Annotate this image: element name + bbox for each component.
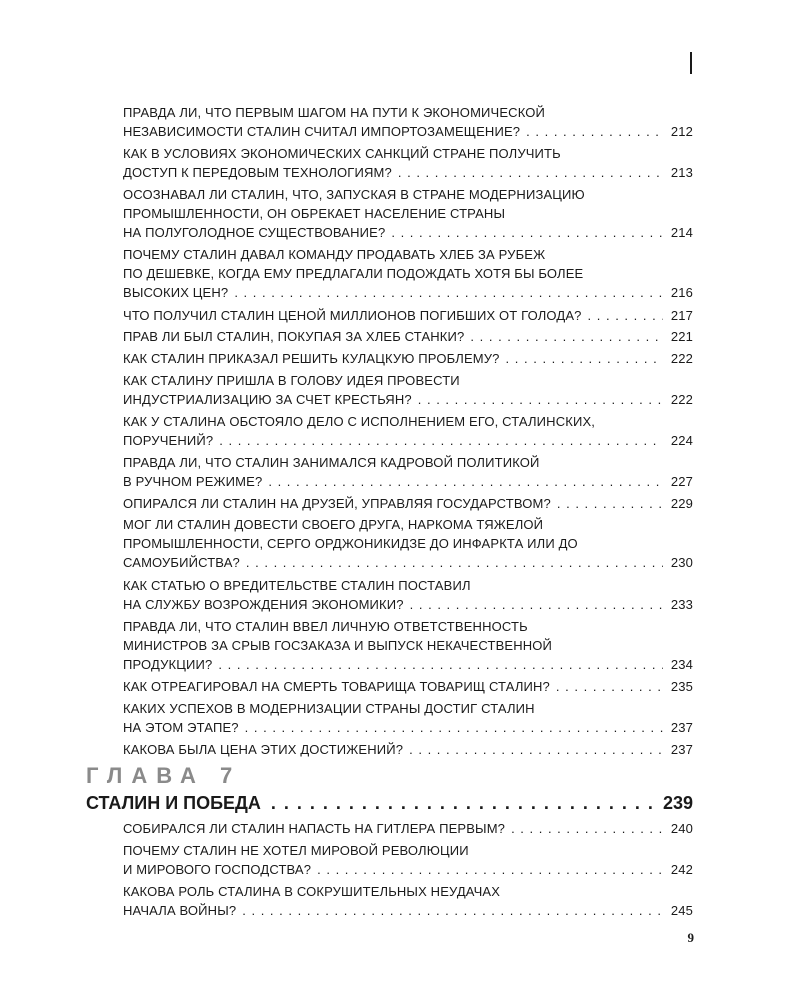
dot-leader [271, 793, 653, 814]
toc-entry-line: ПРАВ ЛИ БЫЛ СТАЛИН, ПОКУПАЯ ЗА ХЛЕБ СТАНКИ? [123, 329, 465, 345]
dot-leader [246, 553, 663, 572]
toc-entry-line: КАК СТАЛИНУ ПРИШЛА В ГОЛОВУ ИДЕЯ ПРОВЕСТИ [123, 372, 460, 388]
toc-entry-line: И МИРОВОГО ГОСПОДСТВА? [123, 861, 312, 877]
toc-entry [123, 453, 693, 491]
toc-entry-line: ОПИРАЛСЯ ЛИ СТАЛИН НА ДРУЗЕЙ, УПРАВЛЯЯ ГОСУДАРСТВОМ? [123, 495, 551, 511]
toc-page-number: 240 [670, 821, 693, 836]
toc-entry-last-line [123, 595, 693, 614]
toc-entry-line: ПОРУЧЕНИЙ? [123, 432, 214, 448]
toc-entry-last-line [123, 283, 693, 302]
toc-entry [123, 841, 693, 879]
toc-entry-line: ПОЧЕМУ СТАЛИН ДАВАЛ КОМАНДУ ПРОДАВАТЬ ХЛЕБ ЗА РУБЕЖ [123, 247, 546, 263]
toc-entry [123, 819, 693, 838]
toc-page-number: 227 [670, 473, 693, 489]
toc-entry-line: САМОУБИЙСТВА? [123, 555, 240, 571]
toc-entry-last-line [123, 740, 693, 759]
toc-entry-last-line [123, 349, 693, 368]
running-head-rule [690, 52, 692, 74]
toc-entry-line: КАКОВА РОЛЬ СТАЛИНА В СОКРУШИТЕЛЬНЫХ НЕУДАЧАХ [123, 883, 501, 899]
toc-entry-line: ПРАВДА ЛИ, ЧТО ПЕРВЫМ ШАГОМ НА ПУТИ К ЭКОНОМИЧЕСКОЙ [123, 105, 546, 120]
toc-entry [123, 412, 693, 450]
toc-entry [123, 371, 693, 409]
toc-entry-line: ПОЧЕМУ СТАЛИН НЕ ХОТЕЛ МИРОВОЙ РЕВОЛЮЦИИ [123, 842, 469, 858]
toc-entry [123, 327, 693, 346]
dot-leader [398, 163, 663, 182]
toc-entry-last-line [123, 553, 693, 572]
toc-entry-line: НА ЭТОМ ЭТАПЕ? [123, 719, 239, 735]
toc-entry-last-line [123, 860, 693, 879]
toc-entry-line: ДОСТУП К ПЕРЕДОВЫМ ТЕХНОЛОГИЯМ? [123, 165, 392, 180]
toc-entry [123, 740, 693, 759]
toc-entry [123, 515, 693, 572]
toc-entry-line: ПО ДЕШЕВКЕ, КОГДА ЕМУ ПРЕДЛАГАЛИ ПОДОЖДАТЬ ХОТЯ БЫ БОЛЕЕ [123, 266, 584, 282]
dot-leader [506, 349, 663, 368]
dot-leader [317, 860, 663, 879]
toc-entry [123, 245, 693, 302]
toc-entry-line: ПРОМЫШЛЕННОСТИ, ОН ОБРЕКАЕТ НАСЕЛЕНИЕ СТРАНЫ [123, 206, 506, 221]
toc-entry [123, 185, 693, 242]
toc-page-number: 212 [670, 124, 693, 139]
toc-page-number: 221 [670, 329, 693, 345]
toc-page-number: 214 [670, 225, 693, 240]
toc-entry [123, 882, 693, 920]
toc-page-number: 242 [670, 861, 693, 877]
toc-page-number: 230 [670, 555, 693, 571]
toc-page-number: 237 [670, 719, 693, 735]
dot-leader [268, 472, 663, 491]
toc-page-number: 213 [670, 165, 693, 180]
toc-page-number: 245 [670, 902, 693, 918]
toc-entry [123, 306, 693, 325]
toc-entry-last-line [123, 223, 693, 242]
toc-page-number: 222 [670, 351, 693, 366]
toc-entry-line: НА СЛУЖБУ ВОЗРОЖДЕНИЯ ЭКОНОМИКИ? [123, 596, 404, 612]
toc-entry-last-line [123, 901, 693, 920]
dot-leader [391, 223, 663, 242]
toc-entry-line: КАК У СТАЛИНА ОБСТОЯЛО ДЕЛО С ИСПОЛНЕНИЕМ ЕГО, СТАЛИНСКИХ, [123, 413, 596, 429]
toc-page-number: 237 [670, 741, 693, 757]
toc-entry [123, 576, 693, 614]
toc-page-number: 224 [670, 432, 693, 448]
toc-entry-line: КАК ОТРЕАГИРОВАЛ НА СМЕРТЬ ТОВАРИЩА ТОВАРИЩ СТАЛИН? [123, 679, 550, 694]
toc-page-number: 222 [670, 391, 693, 407]
toc-page-number: 229 [670, 495, 693, 511]
toc-entry [123, 677, 693, 696]
toc-entry-line: ВЫСОКИХ ЦЕН? [123, 285, 229, 301]
toc-entry [123, 494, 693, 513]
toc-entry-line: ОСОЗНАВАЛ ЛИ СТАЛИН, ЧТО, ЗАПУСКАЯ В СТРАНЕ МОДЕРНИЗАЦИЮ [123, 187, 585, 202]
toc-entry [123, 103, 693, 141]
toc-entry-last-line [123, 677, 693, 696]
chapter-title [86, 793, 693, 814]
toc-entry [123, 699, 693, 737]
dot-leader [219, 431, 663, 450]
toc-entry-line: КАК СТАЛИН ПРИКАЗАЛ РЕШИТЬ КУЛАЦКУЮ ПРОБЛЕМУ? [123, 351, 500, 366]
toc-entry [123, 349, 693, 368]
dot-leader [556, 677, 663, 696]
toc-entry-line: НЕЗАВИСИМОСТИ СТАЛИН СЧИТАЛ ИМПОРТОЗАМЕЩЕНИЕ? [123, 124, 521, 139]
chapter-page-number: 239 [662, 793, 693, 813]
toc-entry-last-line [123, 390, 693, 409]
toc-entry-line: МОГ ЛИ СТАЛИН ДОВЕСТИ СВОЕГО ДРУГА, НАРКОМА ТЯЖЕЛОЙ [123, 517, 544, 533]
toc-entry-last-line [123, 472, 693, 491]
toc-entry-line: ПРОМЫШЛЕННОСТИ, СЕРГО ОРДЖОНИКИДЗЕ ДО ИНФАРКТА ИЛИ ДО [123, 536, 578, 552]
dot-leader [245, 718, 663, 737]
toc-entry-line: НА ПОЛУГОЛОДНОЕ СУЩЕСТВОВАНИЕ? [123, 225, 386, 240]
toc-entry [123, 144, 693, 182]
toc-page-number: 217 [670, 307, 693, 323]
toc-entry-line: ИНДУСТРИАЛИЗАЦИЮ ЗА СЧЕТ КРЕСТЬЯН? [123, 391, 412, 407]
toc-entry-last-line [123, 655, 693, 674]
chapter-label: ГЛАВА 7 [86, 763, 242, 788]
dot-leader [588, 306, 663, 325]
dot-leader [511, 819, 663, 838]
toc-entry-last-line [123, 819, 693, 838]
toc-entry-line: КАКОВА БЫЛА ЦЕНА ЭТИХ ДОСТИЖЕНИЙ? [123, 741, 404, 757]
chapter-title-text: СТАЛИН И ПОБЕДА [86, 793, 261, 813]
dot-leader [234, 283, 663, 302]
toc-entry-line: ПРАВДА ЛИ, ЧТО СТАЛИН ЗАНИМАЛСЯ КАДРОВОЙ ПОЛИТИКОЙ [123, 454, 540, 470]
toc-page-number: 216 [670, 285, 693, 301]
toc-entry-line: В РУЧНОМ РЕЖИМЕ? [123, 473, 263, 489]
toc-entry-line: ПРАВДА ЛИ, ЧТО СТАЛИН ВВЕЛ ЛИЧНУЮ ОТВЕТСТВЕННОСТЬ [123, 618, 528, 634]
toc-entry-last-line [123, 306, 693, 325]
toc-entry-last-line [123, 163, 693, 182]
toc-entry-line: ПРОДУКЦИИ? [123, 656, 213, 672]
toc-entry-last-line [123, 431, 693, 450]
toc-entry-last-line [123, 327, 693, 346]
toc-page-number: 235 [670, 679, 693, 694]
dot-leader [410, 595, 663, 614]
dot-leader [526, 122, 663, 141]
toc-entry-last-line [123, 494, 693, 513]
dot-leader [242, 901, 663, 920]
dot-leader [218, 655, 663, 674]
toc-entry-line: КАКИХ УСПЕХОВ В МОДЕРНИЗАЦИИ СТРАНЫ ДОСТИГ СТАЛИН [123, 700, 535, 716]
toc-page-number: 233 [670, 596, 693, 612]
toc-page-number: 234 [670, 656, 693, 672]
toc-entry-last-line [123, 122, 693, 141]
toc-entry-line: МИНИСТРОВ ЗА СРЫВ ГОСЗАКАЗА И ВЫПУСК НЕКАЧЕСТВЕННОЙ [123, 637, 553, 653]
dot-leader [418, 390, 663, 409]
dot-leader [409, 740, 663, 759]
toc-entry-line: КАК В УСЛОВИЯХ ЭКОНОМИЧЕСКИХ САНКЦИЙ СТРАНЕ ПОЛУЧИТЬ [123, 146, 561, 161]
toc-entry-line: КАК СТАТЬЮ О ВРЕДИТЕЛЬСТВЕ СТАЛИН ПОСТАВИЛ [123, 577, 471, 593]
toc-entry-last-line [123, 718, 693, 737]
page-folio: 9 [687, 930, 694, 945]
dot-leader [557, 494, 663, 513]
toc-entry-line: ЧТО ПОЛУЧИЛ СТАЛИН ЦЕНОЙ МИЛЛИОНОВ ПОГИБШИХ ОТ ГОЛОДА? [123, 307, 582, 323]
toc-entry-line: СОБИРАЛСЯ ЛИ СТАЛИН НАПАСТЬ НА ГИТЛЕРА ПЕРВЫМ? [123, 821, 506, 836]
toc-entry [123, 617, 693, 674]
toc-entry-line: НАЧАЛА ВОЙНЫ? [123, 902, 237, 918]
dot-leader [470, 327, 663, 346]
